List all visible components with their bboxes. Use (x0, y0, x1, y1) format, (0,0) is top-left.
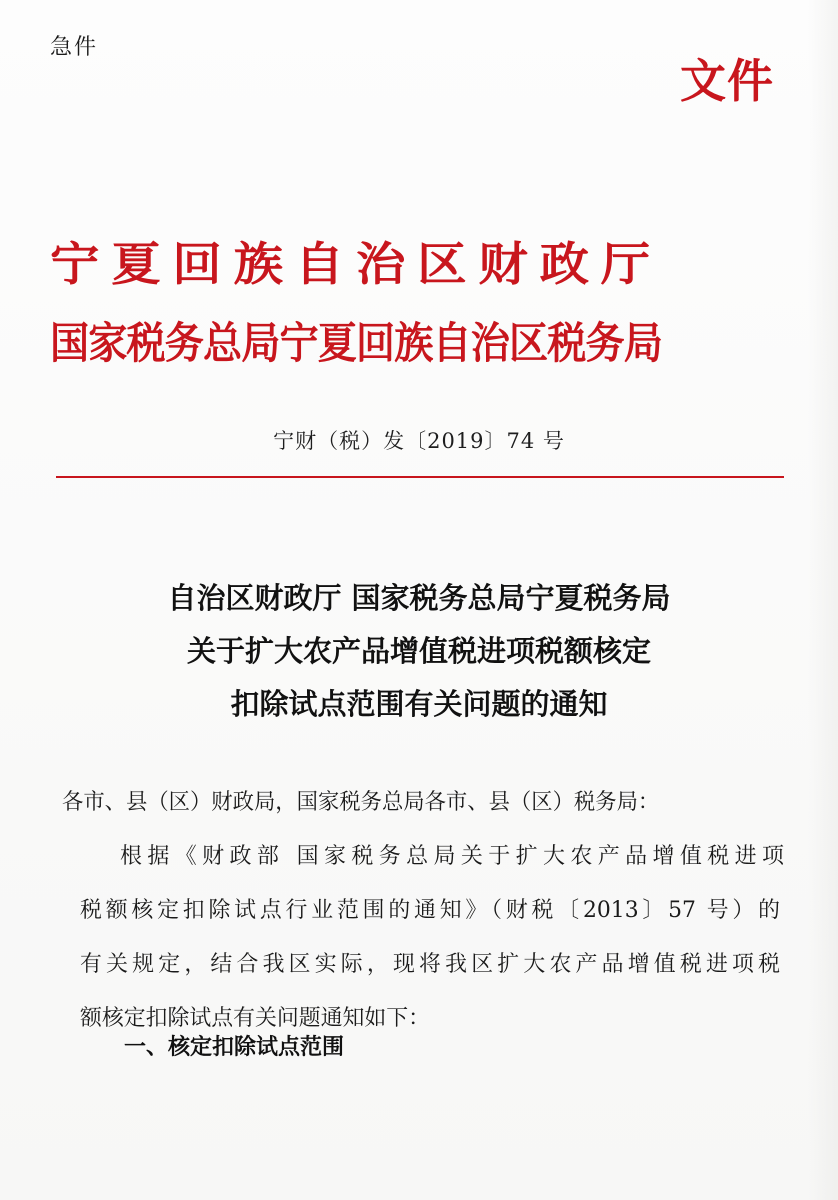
page-edge-shadow (808, 0, 838, 1200)
addressee-line: 各市、县（区）财政局，国家税务总局各市、县（区）税务局： (62, 790, 660, 815)
paragraph-line-1: 根据《财政部 国家税务总局关于扩大农产品增值税进项 (120, 844, 784, 869)
paragraph-line-3: 有关规定，结合我区实际，现将我区扩大农产品增值税进项税 (80, 952, 780, 977)
title-line-2: 关于扩大农产品增值税进项税额核定 (186, 634, 651, 668)
document-label: 文件 (680, 54, 774, 108)
issuer-header (50, 228, 790, 368)
title-line-1: 自治区财政厅 国家税务总局宁夏税务局 (167, 581, 671, 615)
red-separator-line (56, 476, 784, 478)
issuer-finance-department: 宁夏回族自治区财政厅 (50, 237, 662, 291)
document-number: 宁财（税）发〔2019〕74 号 (273, 429, 565, 453)
section-heading: 一、核定扣除试点范围 (124, 1035, 345, 1060)
issuer-tax-bureau: 国家税务总局宁夏回族自治区税务局 (50, 319, 662, 369)
paragraph-line-2: 税额核定扣除试点行业范围的通知》（财税〔2013〕57 号）的 (80, 898, 780, 923)
paragraph-line-4: 额核定扣除试点有关问题通知如下： (80, 1006, 431, 1031)
urgency-label: 急件 (50, 35, 99, 60)
notice-body (62, 776, 784, 1046)
notice-title (60, 572, 778, 731)
title-line-3: 扣除试点范围有关问题的通知 (230, 687, 608, 721)
